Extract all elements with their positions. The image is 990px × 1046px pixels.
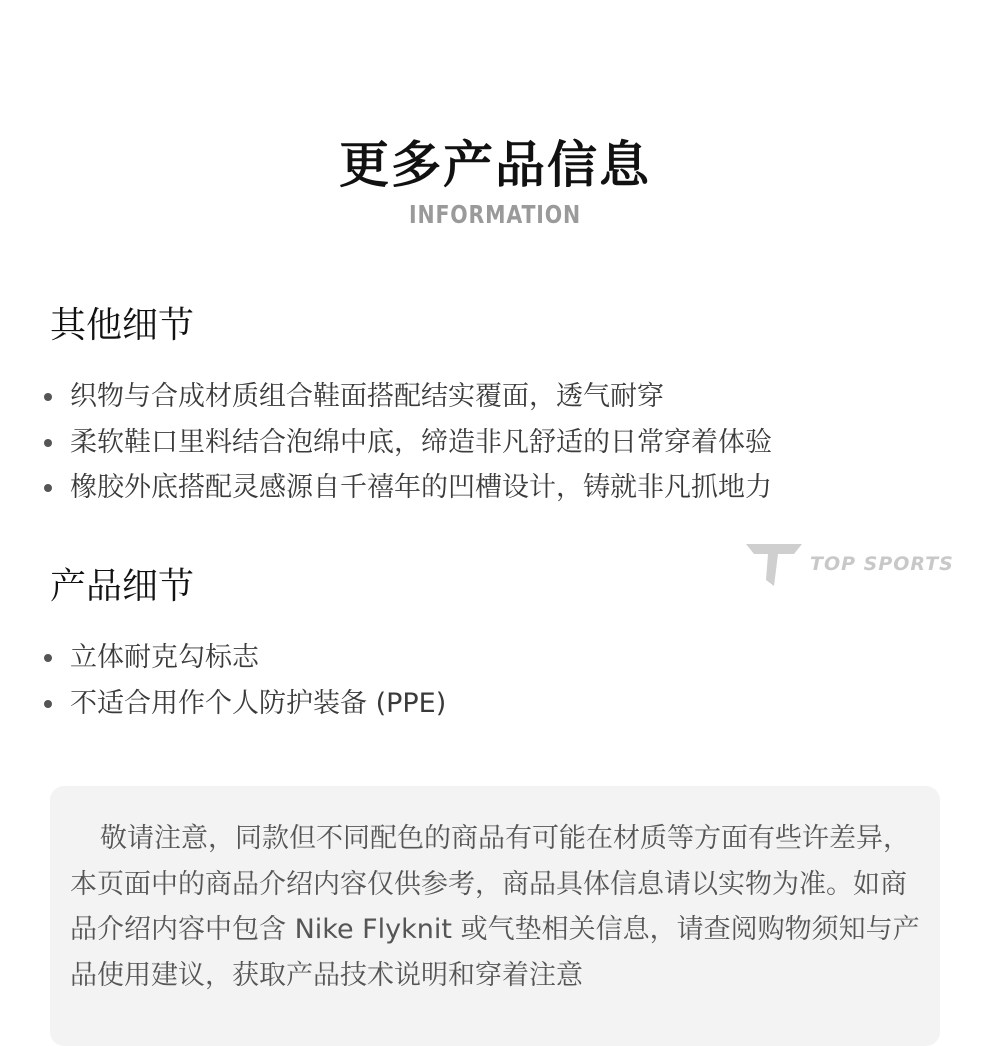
- watermark-text: TOP SPORTS: [810, 553, 954, 575]
- bullet-icon: [44, 393, 52, 401]
- list-item-text: 橡胶外底搭配灵感源自千禧年的凹槽设计，铸就非凡抓地力: [70, 472, 772, 503]
- page-title: 更多产品信息: [339, 136, 651, 194]
- bullet-icon: [44, 484, 52, 492]
- notice-box: [50, 786, 940, 1046]
- other-details-heading: 其他细节: [50, 305, 195, 346]
- bullet-icon: [44, 439, 52, 447]
- list-item-text: 立体耐克勾标志: [70, 642, 259, 673]
- watermark: [744, 540, 954, 590]
- product-details-heading: 产品细节: [50, 566, 195, 607]
- topsports-logo-icon: [744, 540, 804, 590]
- list-item-text: 柔软鞋口里料结合泡绵中底，缔造非凡舒适的日常穿着体验: [70, 426, 772, 458]
- list-item: [44, 374, 772, 420]
- list-item: [44, 465, 772, 511]
- list-item: [44, 681, 446, 727]
- list-item-text: 不适合用作个人防护装备 (PPE): [70, 687, 447, 719]
- list-item: [44, 635, 446, 681]
- list-item-text: 织物与合成材质组合鞋面搭配结实覆面，透气耐穿: [70, 381, 664, 412]
- other-details-list: [44, 374, 772, 511]
- bullet-icon: [44, 700, 52, 708]
- list-item: [44, 420, 772, 466]
- bullet-icon: [44, 654, 52, 662]
- page-subtitle: INFORMATION: [409, 200, 581, 229]
- notice-text: 敬请注意，同款但不同配色的商品有可能在材质等方面有些许差异，本页面中的商品介绍内容仅供参考，商品具体信息请以实物为准。如商品介绍内容中包含 Nike Flyknit 或气垫相关信息，请查阅购物须知与产品使用建议，获取产品技术说明和穿着注意: [70, 823, 920, 991]
- product-details-list: [44, 635, 446, 726]
